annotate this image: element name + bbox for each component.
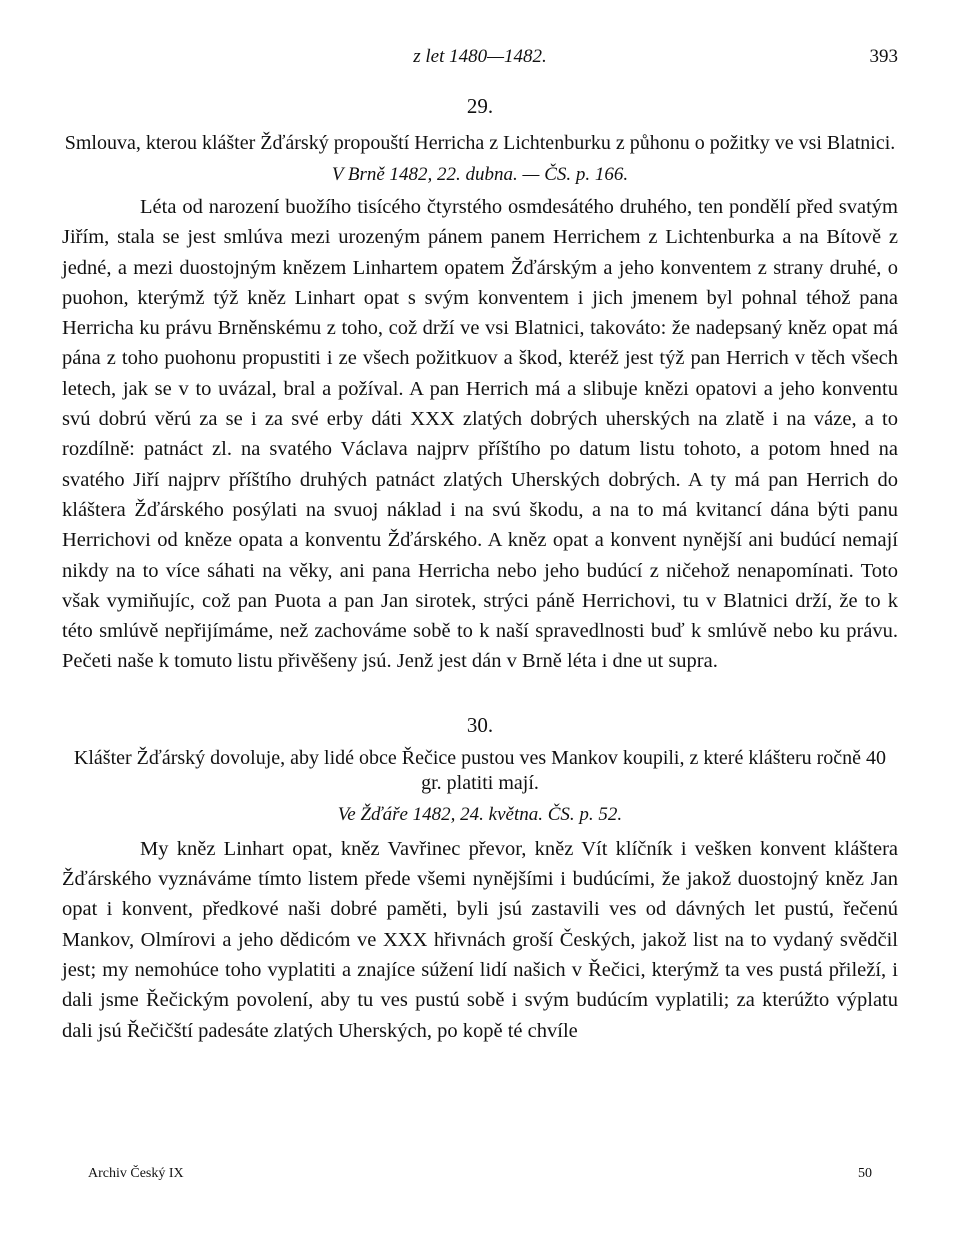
document-body-text: My kněz Linhart opat, kněz Vavřinec převor, kněz Vít klíčník i vešken konvent kláštera Žďárského vyznáváme tímto listem přede všemi nynějšími i budúcími, že jakož duostojný kněz Jan opat i konvent, předkové naši dobré paměti, byli jsú zastavili ves od dávných let pustú, řečenú Mankov, Olmírovi a jeho dědicóm ve XXX hřivnách groší Českých, jakož list na to vydaný svědčil jest; my nemohúce toho vyplatiti a znajíce súžení lidí našich v Řečici, kterýmž ta ves pustá přileží, i dali jsme Řečickým povolení, aby tu ves pustú sobě i svým budúcím vyplatili; za kterúžto výplatu dali jsú Řečičští padesáte zlatých Uherských, po kopě té chvíle <box>62 837 898 1042</box>
document-body <box>62 834 898 1046</box>
document-body-text: Léta od narození buožího tisícého čtyrstého osmdesátého druhého, ten pondělí před svatým Jiřím, stala se jest smlúva mezi urozeným pánem panem Herrichem z Lichtenburka a na Bítově z jedné, a mezi duostojným knězem Linhartem opatem Žďárským a jeho konventem z strany druhé, o puohon, kterýmž týž kněz Linhart opat s svým konventem i jich jmenem byl pohnal téhož pana Herricha ku právu Brněnskému z toho, což drží ve vsi Blatnici, takováto: že nadepsaný kněz opat má pána z toho puohonu propustiti i ze všech požitkuov a škod, kteréž jest týž pan Herrich v těch všech letech, jak se v to uvázal, bral a požíval. A pan Herrich má a slibuje knězi opatovi a jeho konventu svú dobrú věrú za se i za své erby dáti XXX zlatých dobrých uherských na zlatě i na váze, a to rozdílně: patnáct zl. na svatého Václava najprv příštího po datum listu tohoto, a potom hned na svatého Jiří najprv příštího druhých patnáct zlatých Uherských dobrých. A ty má pan Herrich do kláštera Žďárského posýlati na svuoj náklad i na svú škodu, a na to má kvitancí dána býti panu Herrichovi od kněze opata a konventu Žďárského. A kněz opat a konvent nynější ani budúcí nemají nikdy na to více sáhati na věky, ani pana Herricha nebo jeho budúcí z ničehož nenapomínati. Toto však vymiňujíc, což pan Puota a pan Jan sirotek, strýci páně Herrichovi, tu v Blatnici drží, že to k této smlúvě nepřijímáme, než zachováme sobě to k naší spravedlnosti buď k smlúvě nebo ku právu. Pečeti naše k tomuto listu přivěšeny jsú. Jenž jest dán v Brně léta i dne ut supra. <box>62 196 898 673</box>
page <box>62 30 898 1046</box>
document-30 <box>62 713 898 1046</box>
document-body <box>62 192 898 677</box>
document-number: 29. <box>466 94 494 118</box>
document-29 <box>62 94 898 677</box>
document-date-line: Ve Žďáře 1482, 24. května. ČS. p. 52. <box>337 803 623 825</box>
running-title: z let 1480—1482. <box>413 46 547 67</box>
footer-sheet-number: 50 <box>858 1166 872 1181</box>
page-number: 393 <box>869 46 898 67</box>
document-number: 30. <box>466 712 494 737</box>
footer-signature: Archiv Český IX <box>88 1166 184 1181</box>
document-date-line: V Brně 1482, 22. dubna. — ČS. p. 166. <box>331 164 629 185</box>
running-header <box>62 30 898 67</box>
document-summary: Smlouva, kterou klášter Žďárský propouští Herricha z Lichtenburku z půhonu o požitky ve vsi Blatnici. <box>64 132 896 154</box>
document-summary: Klášter Žďárský dovoluje, aby lidé obce Řečice pustou ves Mankov koupili, z které klášteru ročně 40 gr. platiti mají. <box>73 746 887 794</box>
